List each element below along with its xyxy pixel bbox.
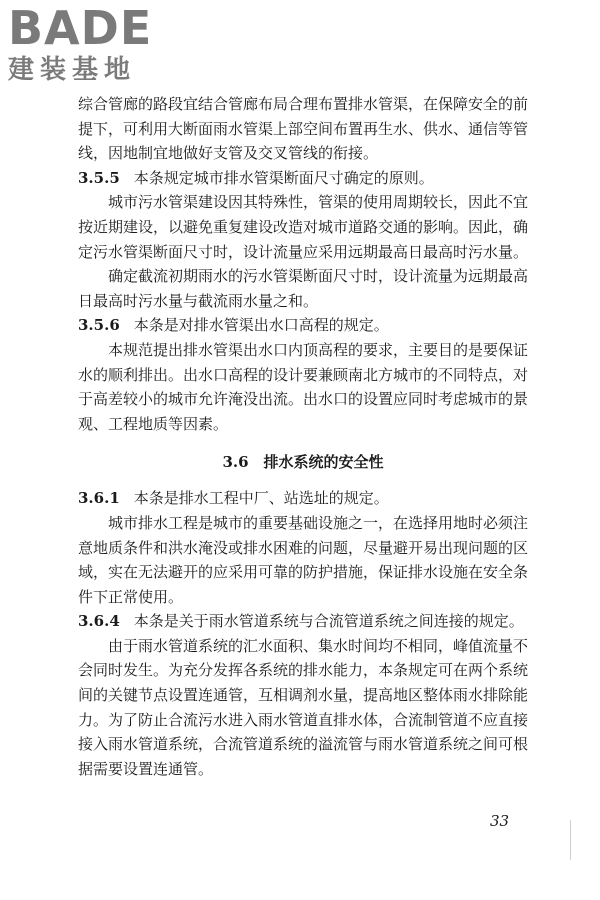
page-body xyxy=(78,92,528,781)
clause-number: 3.6.1 xyxy=(78,489,120,508)
paragraph: 确定截流初期雨水的污水管渠断面尺寸时，设计流量为远期最高日最高时污水量与截流雨水量之和。 xyxy=(78,267,529,310)
paragraph: 本规范提出排水管渠出水口内顶高程的要求，主要目的是要保证水的顺利排出。出水口高程的设计要兼顾南北方城市的不同特点，对于高差较小的城市允许淹没出流。出水口的设置应同时考虑城市的景观、工程地质等因素。 xyxy=(78,340,529,433)
logo-brand-text: BADE xyxy=(8,1,153,55)
paragraph: 城市污水管渠建设因其特殊性，管渠的使用周期较长，因此不宜按近期建设，以避免重复建设改造对城市道路交通的影响。因此，确定污水管渠断面尺寸时，设计流量应采用远期最高日最高时污水量。 xyxy=(78,193,529,261)
page-edge-mark xyxy=(570,820,571,860)
brand-logo xyxy=(8,1,178,86)
section-heading: 3.6 排水系统的安全性 xyxy=(222,453,384,472)
clause-paragraph xyxy=(78,609,528,634)
paragraph: 城市排水工程是城市的重要基础设施之一，在选择用地时必须注意地质条件和洪水淹没或排水困难的问题，尽量避开易出现问题的区域，实在无法避开的应采用可靠的防护措施，保证排水设施在安全条件下正常使用。 xyxy=(78,513,529,606)
clause-number: 3.6.4 xyxy=(78,612,120,631)
clause-paragraph xyxy=(78,313,528,338)
page-number: 33 xyxy=(490,812,510,830)
clause-text: 本条是对排水管渠出水口高程的规定。 xyxy=(133,316,389,335)
clause-text: 本条是排水工程中厂、站选址的规定。 xyxy=(133,489,389,508)
logo-subtitle: 建装基地 xyxy=(8,55,137,85)
clause-text: 本条规定城市排水管渠断面尺寸确定的原则。 xyxy=(133,168,434,187)
clause-paragraph xyxy=(78,486,528,511)
clause-paragraph xyxy=(78,166,528,191)
clause-number: 3.5.6 xyxy=(78,316,120,335)
clause-number: 3.5.5 xyxy=(78,168,120,187)
paragraph: 由于雨水管道系统的汇水面积、集水时间均不相同，峰值流量不会同时发生。为充分发挥各系统的排水能力，本条规定可在两个系统间的关键节点设置连通管，互相调剂水量，提高地区整体雨水排除能力。为了防止合流污水进入雨水管道直排水体，合流制管道不应直接接入雨水管道系统，合流管道系统的溢流管与雨水管道系统之间可根据需要设置连通管。 xyxy=(78,636,529,778)
paragraph: 综合管廊的路段宜结合管廊布局合理布置排水管渠，在保障安全的前提下，可利用大断面雨水管渠上部空间布置再生水、供水、通信等管线，因地制宜地做好支管及交叉管线的衔接。 xyxy=(78,95,529,163)
clause-text: 本条是关于雨水管道系统与合流管道系统之间连接的规定。 xyxy=(133,612,524,631)
